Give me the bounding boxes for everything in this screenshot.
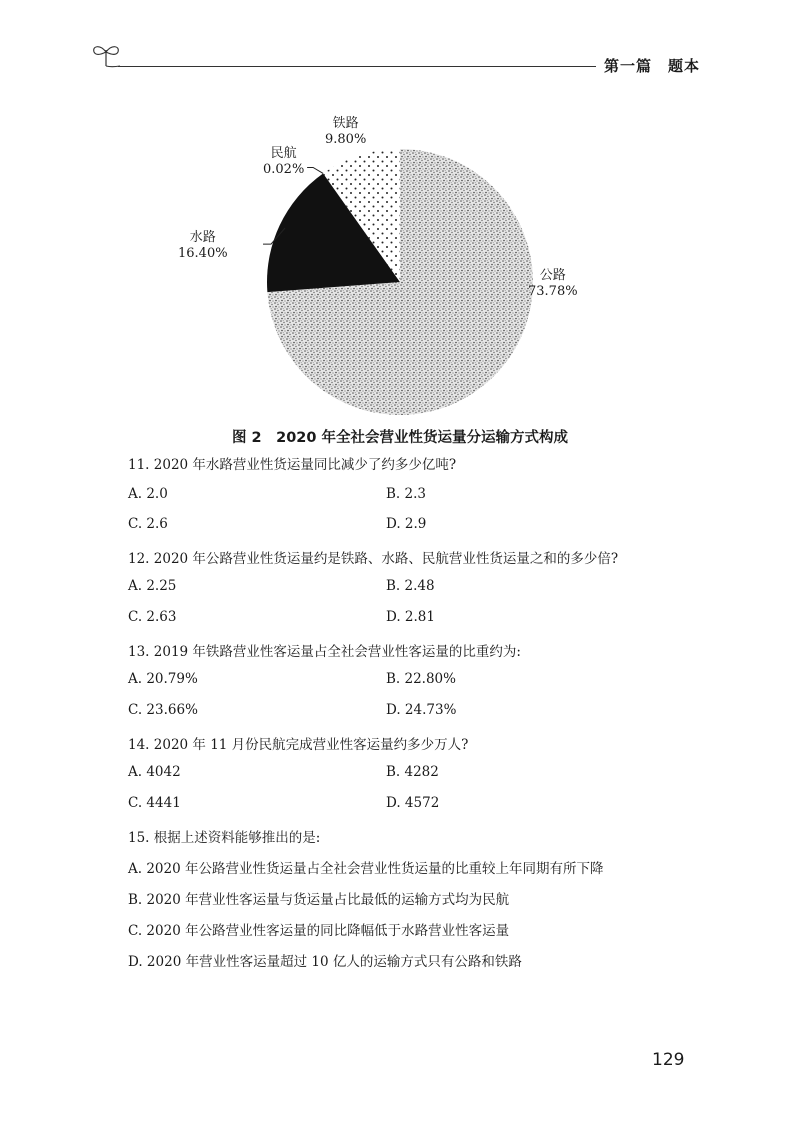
question-15-option-a[interactable]: A. 2020 年公路营业性货运量占全社会营业性货运量的比重较上年同期有所下降 [128,861,604,877]
question-11-option-d[interactable]: D. 2.9 [386,516,427,532]
question-13-option-c[interactable]: C. 23.66% [128,702,198,718]
label-waterway: 水路 16.40% [178,230,228,261]
question-15-stem: 15. 根据上述资料能够推出的是: [128,830,321,846]
question-11-stem: 11. 2020 年水路营业性货运量同比减少了约多少亿吨? [128,457,457,473]
question-11-option-b[interactable]: B. 2.3 [386,486,426,502]
question-13-option-b[interactable]: B. 22.80% [386,671,456,687]
question-11-option-c[interactable]: C. 2.6 [128,516,168,532]
question-15-option-d[interactable]: D. 2020 年营业性客运量超过 10 亿人的运输方式只有公路和铁路 [128,954,522,970]
question-14-option-c[interactable]: C. 4441 [128,795,181,811]
figure-caption: 图 2 2020 年全社会营业性货运量分运输方式构成 [231,430,569,446]
question-13-stem: 13. 2019 年铁路营业性客运量占全社会营业性客运量的比重约为: [128,644,521,660]
leader-line-aviation [307,167,323,173]
question-15-option-b[interactable]: B. 2020 年营业性客运量与货运量占比最低的运输方式均为民航 [128,892,510,908]
question-14-option-a[interactable]: A. 4042 [128,764,181,780]
question-14-stem: 14. 2020 年 11 月份民航完成营业性客运量约多少万人? [128,737,469,753]
pie-chart-svg [160,110,640,420]
question-13-option-a[interactable]: A. 20.79% [128,671,198,687]
question-12-option-d[interactable]: D. 2.81 [386,609,435,625]
label-highway: 公路 73.78% [528,268,578,299]
label-railway: 铁路 9.80% [325,116,367,147]
page-number: 129 [652,1050,685,1070]
question-11-option-a[interactable]: A. 2.0 [128,486,168,502]
question-15-option-c[interactable]: C. 2020 年公路营业性客运量的同比降幅低于水路营业性客运量 [128,923,510,939]
question-12-option-b[interactable]: B. 2.48 [386,578,435,594]
question-14-option-d[interactable]: D. 4572 [386,795,440,811]
pie-chart [160,110,640,420]
question-12-option-c[interactable]: C. 2.63 [128,609,177,625]
section-title: 第一篇 题本 [604,57,701,75]
question-13-option-d[interactable]: D. 24.73% [386,702,457,718]
header-rule [118,66,596,67]
question-12-stem: 12. 2020 年公路营业性货运量约是铁路、水路、民航营业性货运量之和的多少倍? [128,551,619,567]
question-12-option-a[interactable]: A. 2.25 [128,578,177,594]
question-14-option-b[interactable]: B. 4282 [386,764,439,780]
label-aviation: 民航 0.02% [263,146,305,177]
